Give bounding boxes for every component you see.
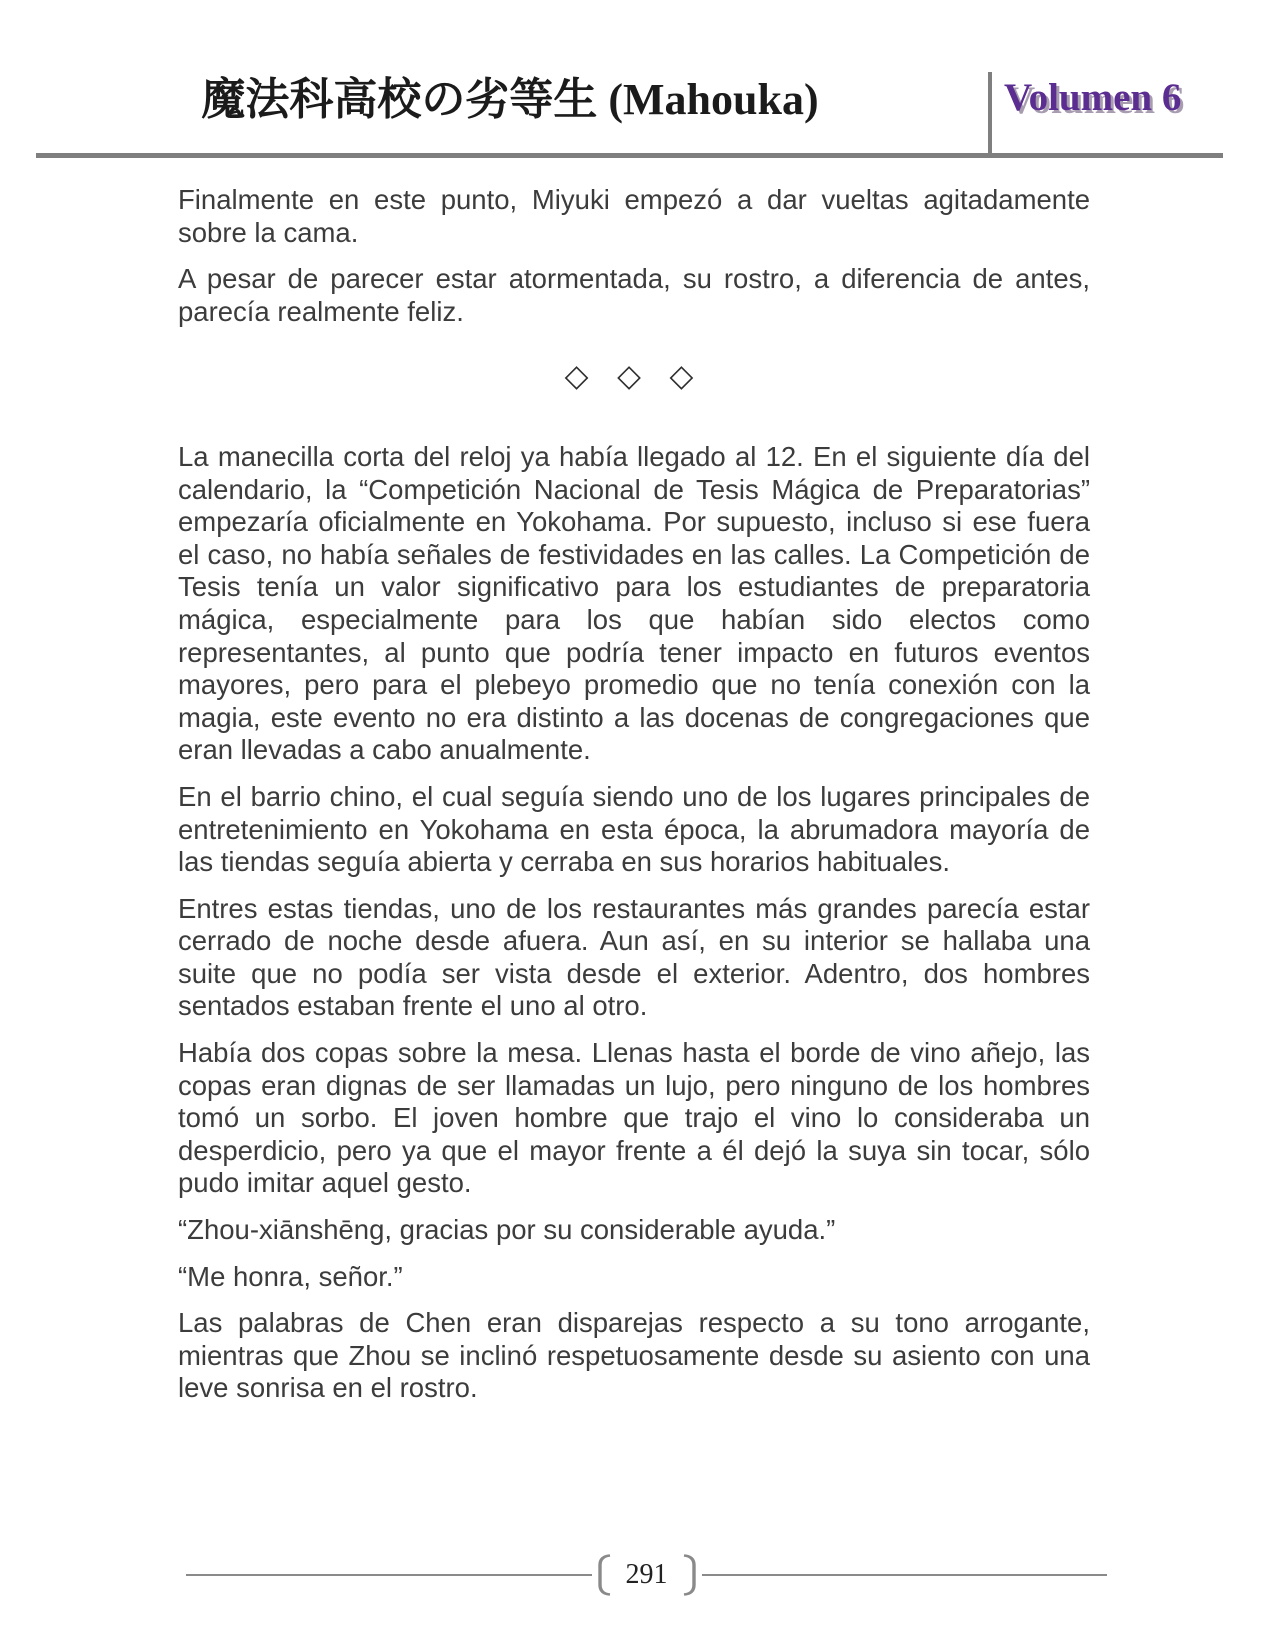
page-number: 291	[625, 1559, 668, 1590]
footer-rule-left	[186, 1574, 592, 1576]
paragraph: “Zhou-xiānshēng, gracias por su considerable ayuda.”	[178, 1214, 836, 1246]
header-rule	[36, 153, 1223, 158]
paragraph: Había dos copas sobre la mesa. Llenas hasta el borde de vino añejo, las copas eran dignas de ser llamadas un lujo, pero ninguno de los hombres tomó un sorbo. El joven hombre que trajo el vino lo consideraba un desperdicio, pero ya que el mayor frente a él dejó la suya sin tocar, sólo pudo imitar aquel gesto.	[178, 1037, 1090, 1199]
paragraph: “Me honra, señor.”	[178, 1260, 403, 1292]
volume-label: Volumen 6	[1004, 76, 1182, 119]
page-footer	[186, 1553, 1107, 1597]
page-number-right-bracket-icon	[682, 1554, 698, 1596]
paragraph: A pesar de parecer estar atormentada, su rostro, a diferencia de antes, parecía realmente feliz.	[178, 263, 1090, 327]
page-title: 魔法科高校の劣等生 (Mahouka)	[201, 75, 819, 124]
paragraph: Finalmente en este punto, Miyuki empezó a dar vueltas agitadamente sobre la cama.	[178, 184, 1090, 248]
paragraph: La manecilla corta del reloj ya había llegado al 12. En el siguiente día del calendario, la “Competición Nacional de Tesis Mágica de Preparatorias” empezaría oficialmente en Yokohama. Por supuesto, incluso si ese fuera el caso, no había señales de festividades en las calles. La Competición de Tesis tenía un valor significativo para los estudiantes de preparatoria mágica, especialmente para los que habían sido electos como representantes, al punto que podría tener impacto en futuros eventos mayores, pero para el plebeyo promedio que no tenía conexión con la magia, este evento no era distinto a las docenas de congregaciones que eran llevadas a cabo anualmente.	[178, 440, 1090, 766]
footer-rule-right	[702, 1574, 1108, 1576]
paragraph: En el barrio chino, el cual seguía siendo uno de los lugares principales de entretenimiento en Yokohama en esta época, la abrumadora mayoría de las tiendas seguía abierta y cerraba en sus horarios habituales.	[178, 780, 1090, 878]
scene-break-separator: ◇ ◇ ◇	[564, 358, 704, 394]
page-body	[178, 184, 1090, 1419]
paragraph: Las palabras de Chen eran disparejas respecto a su tono arrogante, mientras que Zhou se inclinó respetuosamente desde su asiento con una leve sonrisa en el rostro.	[178, 1307, 1090, 1404]
header-divider-bar	[988, 72, 992, 154]
page-number-left-bracket-icon	[596, 1554, 612, 1596]
paragraph: Entres estas tiendas, uno de los restaurantes más grandes parecía estar cerrado de noche desde afuera. Aun así, en su interior se hallaba una suite que no podía ser vista desde el exterior. Adentro, dos hombres sentados estaban frente el uno al otro.	[178, 892, 1090, 1022]
